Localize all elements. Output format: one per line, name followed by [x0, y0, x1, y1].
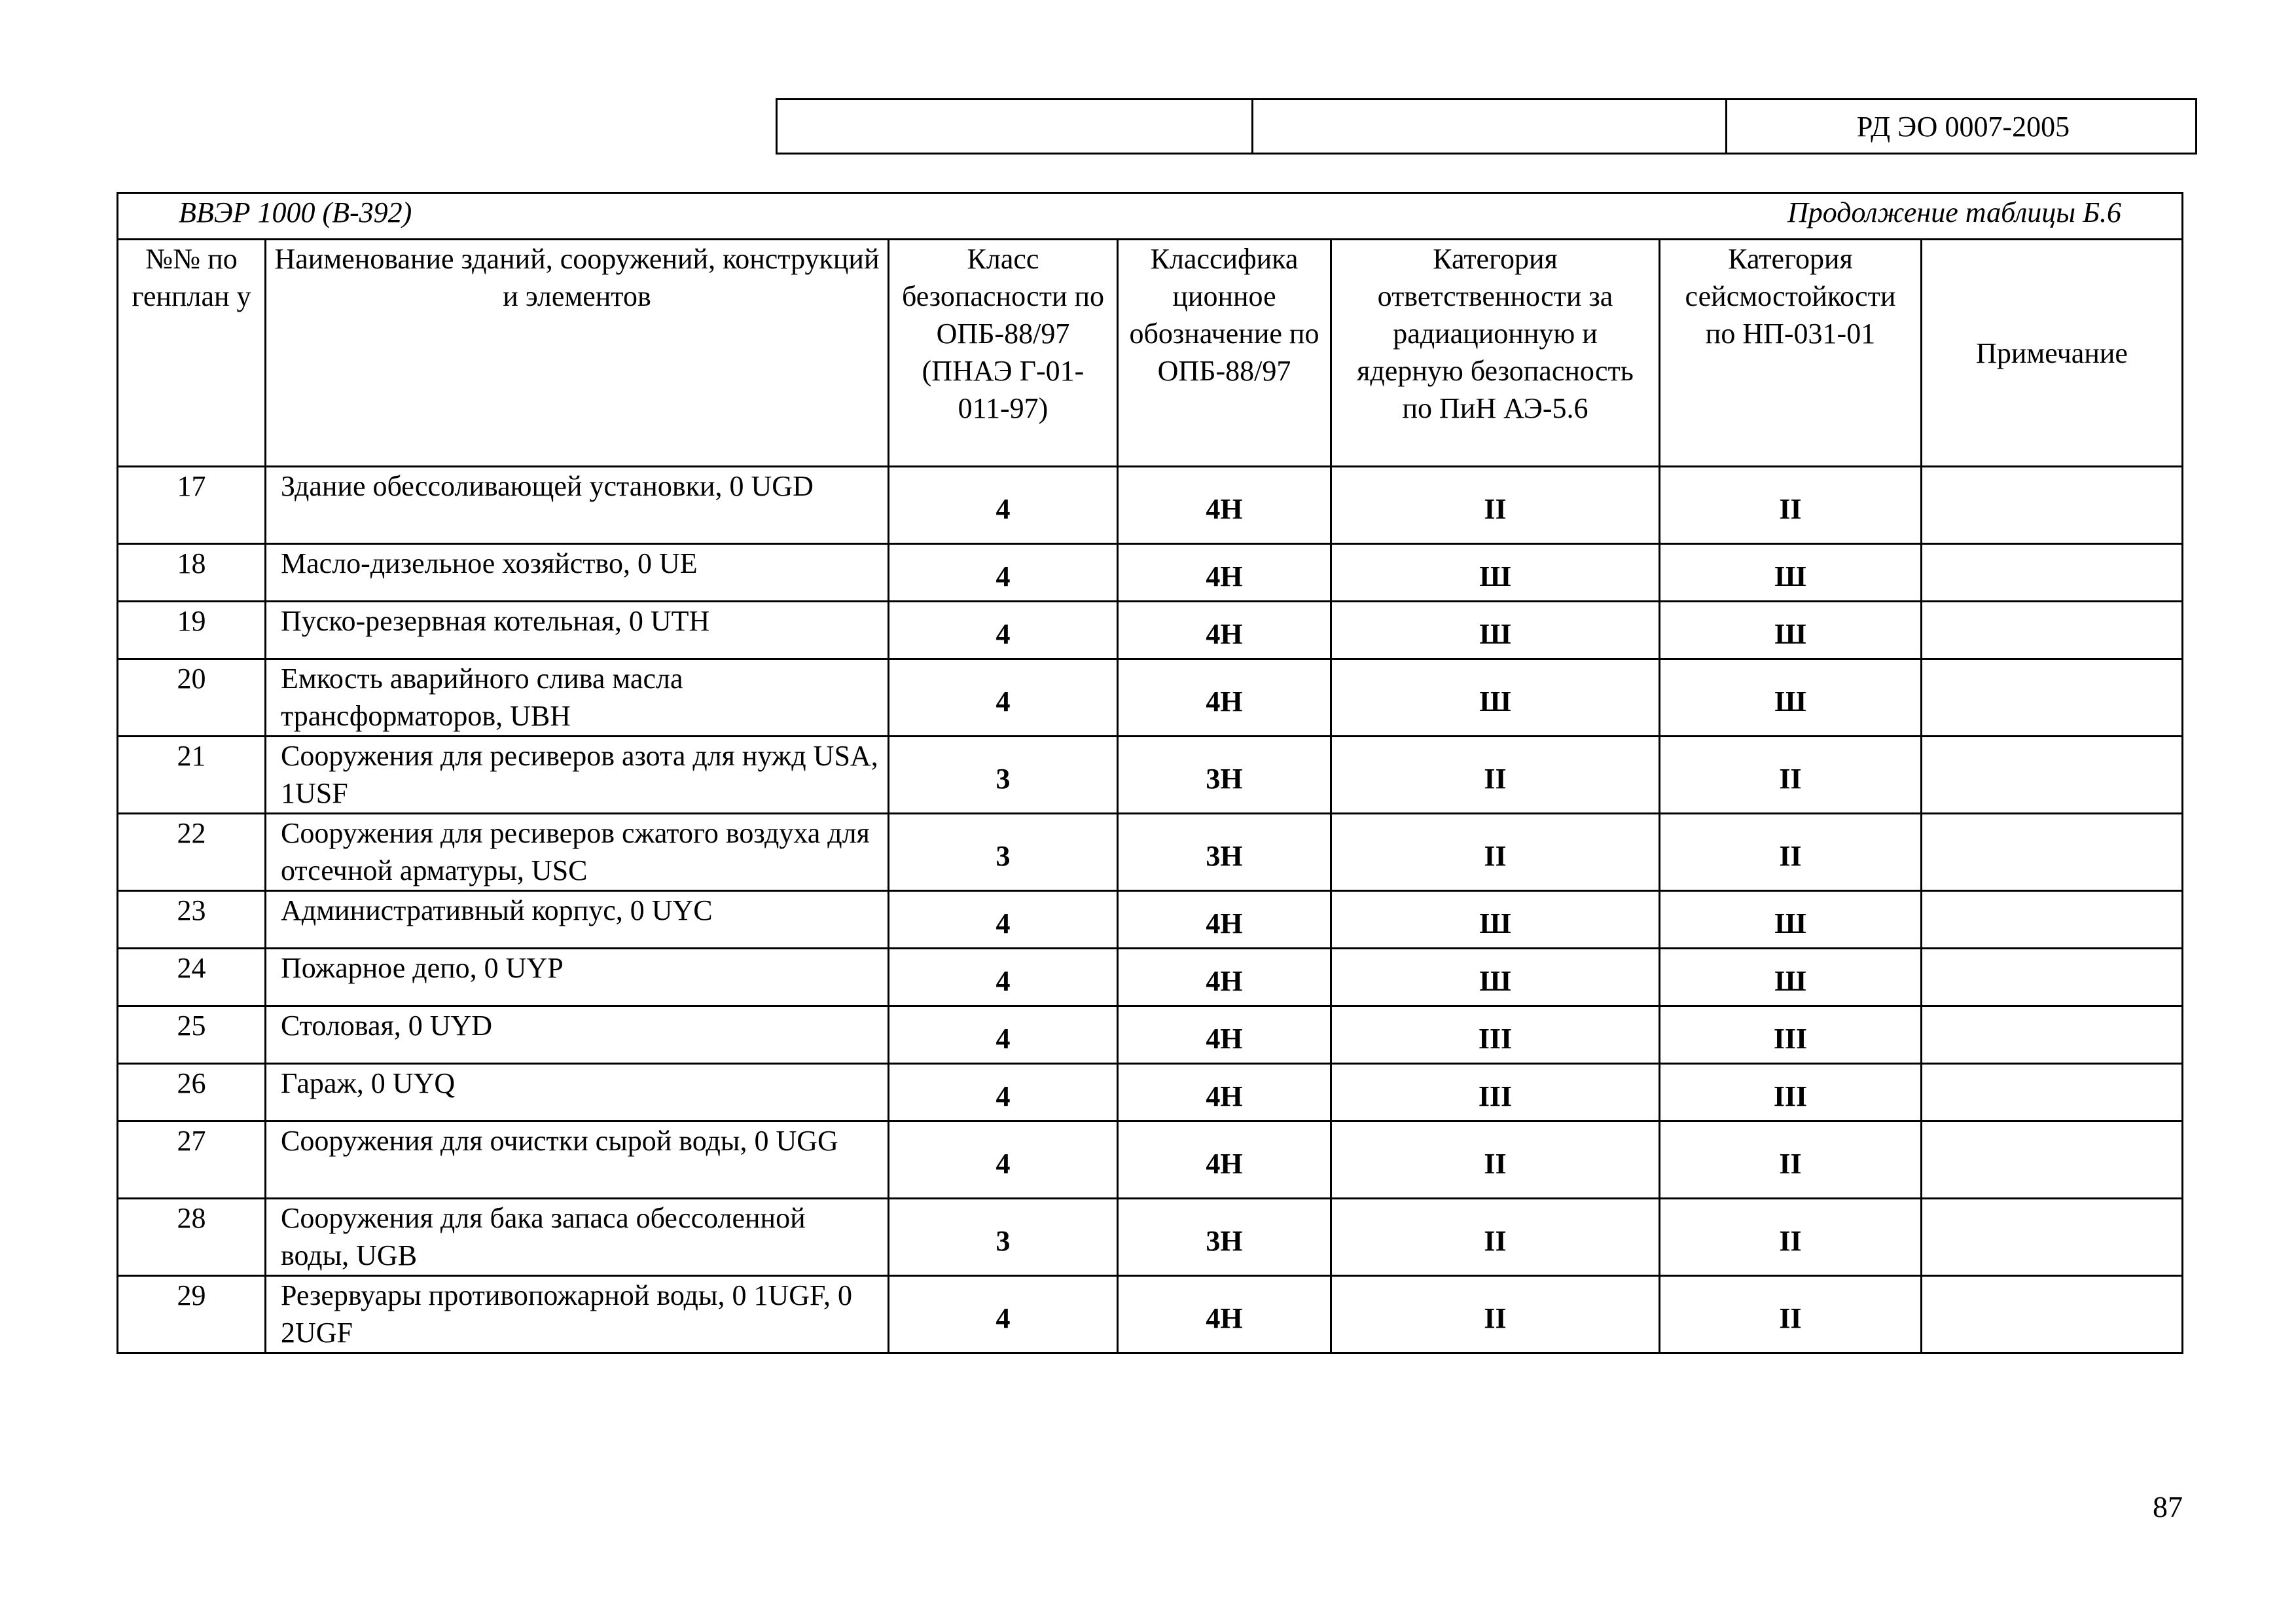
row-name: Гараж, 0 UYQ — [266, 1064, 889, 1122]
row-note — [1922, 659, 2183, 737]
document-header-box — [776, 98, 2197, 155]
row-note — [1922, 602, 2183, 659]
row-number: 21 — [118, 737, 266, 814]
row-note — [1922, 544, 2183, 602]
table-row — [118, 814, 2183, 891]
row-note — [1922, 1006, 2183, 1064]
row-name: Административный корпус, 0 UYC — [266, 891, 889, 949]
row-number: 17 — [118, 467, 266, 544]
row-responsibility-category: Ш — [1479, 618, 1511, 650]
row-responsibility-category: Ш — [1479, 560, 1511, 593]
row-note — [1922, 1199, 2183, 1276]
row-safety-class: 3 — [996, 763, 1011, 795]
row-seismic-category: III — [1773, 1080, 1808, 1112]
row-classification-code: 4Н — [1206, 493, 1243, 525]
row-name: Резервуары противопожарной воды, 0 1UGF, 0 2UGF — [266, 1276, 889, 1353]
row-classification-code: 3Н — [1206, 763, 1243, 795]
row-seismic-category: II — [1779, 840, 1802, 872]
row-classification-code: 3Н — [1206, 1225, 1243, 1257]
row-safety-class: 4 — [996, 685, 1011, 718]
row-name: Масло-дизельное хозяйство, 0 UE — [266, 544, 889, 602]
row-number: 20 — [118, 659, 266, 737]
row-classification-code: 3Н — [1206, 840, 1243, 872]
row-number: 19 — [118, 602, 266, 659]
row-number: 23 — [118, 891, 266, 949]
table-caption-left: ВВЭР 1000 (В-392) — [179, 196, 412, 228]
row-safety-class: 4 — [996, 907, 1011, 939]
table-body — [118, 467, 2183, 1353]
table-row — [118, 891, 2183, 949]
table-row — [118, 1199, 2183, 1276]
row-number: 29 — [118, 1276, 266, 1353]
row-safety-class: 4 — [996, 965, 1011, 997]
row-safety-class: 4 — [996, 1148, 1011, 1180]
row-note — [1922, 737, 2183, 814]
row-name: Пожарное депо, 0 UYP — [266, 949, 889, 1006]
column-header-safety-class: Класс безопасности по ОПБ-88/97 (ПНАЭ Г-01-011-97) — [889, 240, 1118, 467]
row-seismic-category: Ш — [1774, 618, 1806, 650]
row-classification-code: 4Н — [1206, 907, 1243, 939]
row-responsibility-category: Ш — [1479, 965, 1511, 997]
row-name: Здание обессоливающей установки, 0 UGD — [266, 467, 889, 544]
row-safety-class: 4 — [996, 1023, 1011, 1055]
row-responsibility-category: III — [1478, 1023, 1513, 1055]
row-responsibility-category: II — [1484, 1302, 1507, 1334]
table-row — [118, 1122, 2183, 1199]
row-note — [1922, 467, 2183, 544]
row-safety-class: 4 — [996, 560, 1011, 593]
row-classification-code: 4Н — [1206, 1148, 1243, 1180]
row-note — [1922, 1122, 2183, 1199]
row-number: 25 — [118, 1006, 266, 1064]
row-note — [1922, 1064, 2183, 1122]
row-safety-class: 4 — [996, 493, 1011, 525]
column-header-name: Наименование зданий, сооружений, конструкций и элементов — [266, 240, 889, 467]
row-responsibility-category: III — [1478, 1080, 1513, 1112]
row-safety-class: 4 — [996, 618, 1011, 650]
column-header-classification-code: Классифика ционное обозначение по ОПБ-88/97 — [1118, 240, 1331, 467]
row-note — [1922, 949, 2183, 1006]
row-responsibility-category: Ш — [1479, 907, 1511, 939]
table-row — [118, 544, 2183, 602]
table-row — [118, 1064, 2183, 1122]
document-code: РД ЭО 0007-2005 — [1725, 100, 2199, 153]
row-name: Сооружения для бака запаса обессоленной воды, UGB — [266, 1199, 889, 1276]
row-seismic-category: II — [1779, 1302, 1802, 1334]
row-seismic-category: II — [1779, 1148, 1802, 1180]
row-classification-code: 4Н — [1206, 1302, 1243, 1334]
table-caption-right: Продолжение таблицы Б.6 — [1787, 196, 2122, 228]
row-seismic-category: II — [1779, 1225, 1802, 1257]
page-number: 87 — [2153, 1490, 2183, 1523]
row-seismic-category: Ш — [1774, 560, 1806, 593]
row-classification-code: 4Н — [1206, 1080, 1243, 1112]
table-row — [118, 659, 2183, 737]
row-number: 26 — [118, 1064, 266, 1122]
row-seismic-category: Ш — [1774, 907, 1806, 939]
row-classification-code: 4Н — [1206, 560, 1243, 593]
row-name: Емкость аварийного слива масла трансформаторов, UBH — [266, 659, 889, 737]
row-responsibility-category: Ш — [1479, 685, 1511, 718]
column-header-number: №№ по генплан у — [118, 240, 266, 467]
row-safety-class: 4 — [996, 1080, 1011, 1112]
row-safety-class: 3 — [996, 1225, 1011, 1257]
column-header-seismic-category: Категория сейсмостойкости по НП-031-01 — [1660, 240, 1922, 467]
table-header-row — [118, 240, 2183, 467]
row-number: 28 — [118, 1199, 266, 1276]
row-number: 22 — [118, 814, 266, 891]
row-seismic-category: II — [1779, 493, 1802, 525]
table-row — [118, 737, 2183, 814]
column-header-responsibility-category: Категория ответственности за радиационную и ядерную безопасность по ПиН АЭ-5.6 — [1331, 240, 1660, 467]
row-responsibility-category: II — [1484, 1148, 1507, 1180]
classification-table — [117, 192, 2183, 1354]
row-classification-code: 4Н — [1206, 618, 1243, 650]
table-caption-row — [118, 193, 2183, 240]
row-name: Столовая, 0 UYD — [266, 1006, 889, 1064]
header-cell-2 — [1251, 100, 1725, 153]
row-classification-code: 4Н — [1206, 1023, 1243, 1055]
row-seismic-category: II — [1779, 763, 1802, 795]
row-number: 27 — [118, 1122, 266, 1199]
row-number: 18 — [118, 544, 266, 602]
row-responsibility-category: II — [1484, 840, 1507, 872]
row-name: Сооружения для очистки сырой воды, 0 UGG — [266, 1122, 889, 1199]
table-row — [118, 949, 2183, 1006]
row-name: Сооружения для ресиверов сжатого воздуха для отсечной арматуры, USC — [266, 814, 889, 891]
row-seismic-category: Ш — [1774, 965, 1806, 997]
column-header-note: Примечание — [1922, 240, 2183, 467]
table-row — [118, 1276, 2183, 1353]
row-safety-class: 4 — [996, 1302, 1011, 1334]
row-safety-class: 3 — [996, 840, 1011, 872]
row-note — [1922, 891, 2183, 949]
row-number: 24 — [118, 949, 266, 1006]
row-classification-code: 4Н — [1206, 685, 1243, 718]
row-responsibility-category: II — [1484, 493, 1507, 525]
table-row — [118, 1006, 2183, 1064]
row-name: Сооружения для ресиверов азота для нужд USA, 1USF — [266, 737, 889, 814]
row-note — [1922, 814, 2183, 891]
row-seismic-category: III — [1773, 1023, 1808, 1055]
row-seismic-category: Ш — [1774, 685, 1806, 718]
row-note — [1922, 1276, 2183, 1353]
row-responsibility-category: II — [1484, 763, 1507, 795]
header-cell-1 — [778, 100, 1251, 153]
row-responsibility-category: II — [1484, 1225, 1507, 1257]
row-classification-code: 4Н — [1206, 965, 1243, 997]
row-name: Пуско-резервная котельная, 0 UTH — [266, 602, 889, 659]
table-row — [118, 602, 2183, 659]
table-row — [118, 467, 2183, 544]
